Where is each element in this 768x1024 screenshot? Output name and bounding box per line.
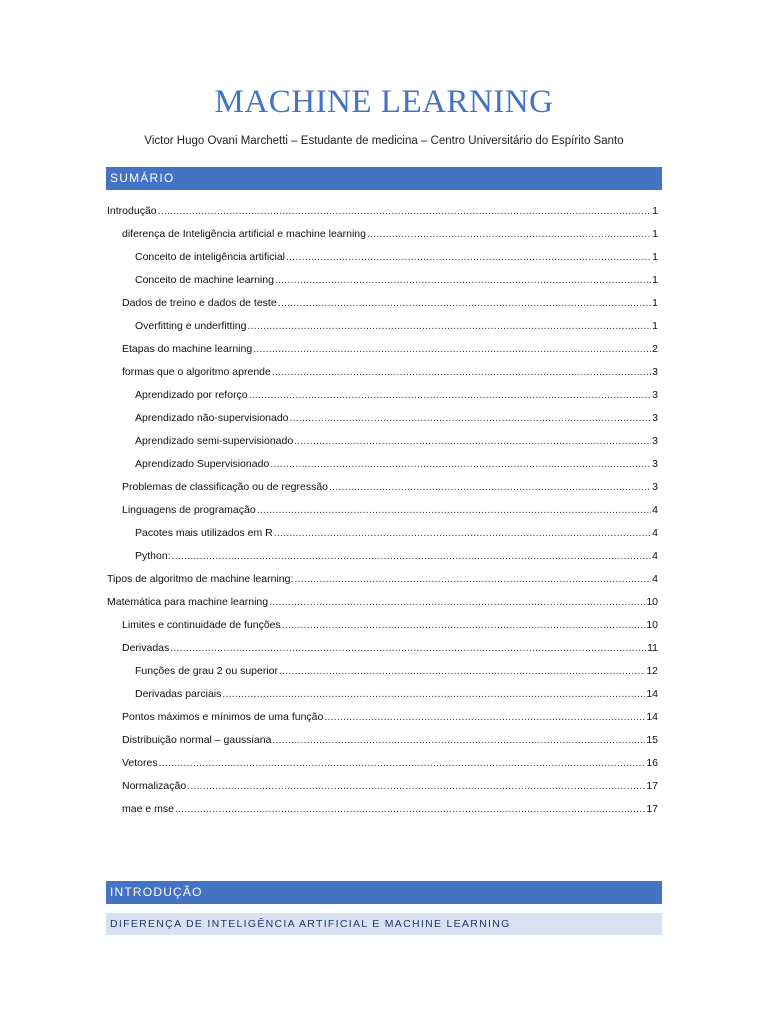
toc-entry-page-number: 11 [647, 642, 658, 654]
toc-entry-page-number: 4 [652, 573, 658, 585]
toc-entry[interactable] [107, 407, 658, 430]
toc-entry-page-number: 10 [646, 619, 658, 631]
toc-leader-dots [278, 292, 651, 315]
toc-entry-page-number: 10 [646, 596, 658, 608]
toc-leader-dots [290, 407, 652, 430]
toc-leader-dots [158, 200, 652, 223]
toc-entry[interactable] [107, 246, 658, 269]
toc-entry-page-number: 17 [646, 803, 658, 815]
toc-entry[interactable] [107, 315, 658, 338]
toc-entry-label: Aprendizado Supervisionado [135, 458, 270, 470]
toc-entry[interactable] [107, 545, 658, 568]
toc-entry-page-number: 16 [646, 757, 658, 769]
toc-leader-dots [272, 361, 651, 384]
toc-leader-dots [247, 315, 651, 338]
toc-entry-page-number: 3 [652, 481, 658, 493]
toc-entry-label: Aprendizado por reforço [135, 389, 248, 401]
toc-leader-dots [274, 522, 651, 545]
toc-leader-dots [269, 591, 645, 614]
toc-entry-label: Derivadas parciais [135, 688, 222, 700]
toc-entry-label: Tipos de algoritmo de machine learning: [107, 573, 294, 585]
toc-entry-page-number: 14 [646, 711, 658, 723]
toc-entry-page-number: 4 [652, 527, 658, 539]
toc-entry-label: Conceito de inteligência artificial [135, 251, 285, 263]
toc-entry[interactable] [107, 384, 658, 407]
toc-entry-label: Conceito de machine learning [135, 274, 274, 286]
toc-entry[interactable] [107, 568, 658, 591]
toc-entry-label: Normalização [122, 780, 187, 792]
toc-leader-dots [187, 775, 645, 798]
toc-entry[interactable] [107, 752, 658, 775]
toc-leader-dots [282, 614, 646, 637]
toc-leader-dots [175, 798, 645, 821]
toc-leader-dots [272, 729, 645, 752]
toc-entry-page-number: 14 [646, 688, 658, 700]
toc-entry[interactable] [107, 637, 658, 660]
toc-entry-label: Overfitting e underfitting [135, 320, 247, 332]
toc-entry-label: Distribuição normal – gaussiana [122, 734, 272, 746]
toc-entry[interactable] [107, 200, 658, 223]
toc-entry-label: Introdução [107, 205, 157, 217]
toc-entry[interactable] [107, 614, 658, 637]
toc-leader-dots [270, 453, 651, 476]
toc-leader-dots [329, 476, 651, 499]
toc-leader-dots [170, 637, 646, 660]
toc-entry[interactable] [107, 706, 658, 729]
toc-entry-label: Funções de grau 2 ou superior [135, 665, 279, 677]
toc-leader-dots [222, 683, 645, 706]
toc-entry-page-number: 1 [652, 274, 658, 286]
toc-entry[interactable] [107, 522, 658, 545]
toc-leader-dots [257, 499, 651, 522]
toc-entry-page-number: 4 [652, 504, 658, 516]
toc-entry-label: Aprendizado semi-supervisionado [135, 435, 294, 447]
section-heading-introducao: INTRODUÇÃO [106, 881, 662, 904]
toc-leader-dots [367, 223, 651, 246]
toc-entry[interactable] [107, 660, 658, 683]
author-line: Victor Hugo Ovani Marchetti – Estudante de medicina – Centro Universitário do Espírito Santo [144, 135, 624, 147]
toc-entry-page-number: 3 [652, 412, 658, 424]
toc-entry-page-number: 3 [652, 389, 658, 401]
toc-entry[interactable] [107, 729, 658, 752]
toc-leader-dots [249, 384, 652, 407]
toc-entry[interactable] [107, 798, 658, 821]
toc-entry-label: diferença de Inteligência artificial e machine learning [122, 228, 366, 240]
toc-entry-page-number: 1 [652, 251, 658, 263]
toc-entry-page-number: 3 [652, 435, 658, 447]
toc-entry[interactable] [107, 591, 658, 614]
toc-leader-dots [324, 706, 645, 729]
toc-entry-page-number: 17 [646, 780, 658, 792]
table-of-contents [107, 200, 658, 821]
toc-leader-dots [294, 430, 651, 453]
toc-entry[interactable] [107, 269, 658, 292]
toc-leader-dots [294, 568, 651, 591]
toc-entry-page-number: 15 [646, 734, 658, 746]
toc-entry-label: mae e mse [122, 803, 174, 815]
toc-leader-dots [275, 269, 651, 292]
toc-entry-label: formas que o algoritmo aprende [122, 366, 271, 378]
toc-entry-label: Aprendizado não-supervisionado [135, 412, 289, 424]
toc-entry-label: Python: [135, 550, 171, 562]
toc-leader-dots [279, 660, 645, 683]
toc-entry[interactable] [107, 338, 658, 361]
toc-entry[interactable] [107, 499, 658, 522]
toc-entry[interactable] [107, 223, 658, 246]
toc-entry-page-number: 1 [652, 205, 658, 217]
document-title: MACHINE LEARNING [214, 84, 554, 120]
toc-entry-label: Vetores [122, 757, 158, 769]
subsection-heading: DIFERENÇA DE INTELIGÊNCIA ARTIFICIAL E MACHINE LEARNING [106, 913, 662, 935]
toc-entry[interactable] [107, 453, 658, 476]
toc-leader-dots [159, 752, 646, 775]
toc-entry-label: Limites e continuidade de funções [122, 619, 281, 631]
toc-entry[interactable] [107, 683, 658, 706]
toc-heading-bar: SUMÁRIO [106, 167, 662, 190]
toc-entry-page-number: 1 [652, 320, 658, 332]
toc-leader-dots [253, 338, 651, 361]
toc-entry-label: Derivadas [122, 642, 170, 654]
toc-entry[interactable] [107, 476, 658, 499]
toc-entry-label: Pontos máximos e mínimos de uma função [122, 711, 324, 723]
toc-entry-page-number: 12 [646, 665, 658, 677]
toc-entry-label: Pacotes mais utilizados em R [135, 527, 273, 539]
toc-entry-label: Dados de treino e dados de teste [122, 297, 277, 309]
toc-entry-page-number: 3 [652, 366, 658, 378]
toc-entry[interactable] [107, 361, 658, 384]
toc-entry-page-number: 4 [652, 550, 658, 562]
toc-entry-label: Matemática para machine learning [107, 596, 269, 608]
toc-entry-label: Etapas do machine learning [122, 343, 253, 355]
toc-entry[interactable] [107, 775, 658, 798]
toc-leader-dots [286, 246, 651, 269]
toc-entry[interactable] [107, 430, 658, 453]
toc-leader-dots [172, 545, 652, 568]
toc-entry-page-number: 2 [652, 343, 658, 355]
toc-entry-page-number: 3 [652, 458, 658, 470]
toc-entry-label: Linguagens de programação [122, 504, 256, 516]
toc-entry-label: Problemas de classificação ou de regressão [122, 481, 329, 493]
toc-entry[interactable] [107, 292, 658, 315]
toc-entry-page-number: 1 [652, 228, 658, 240]
toc-entry-page-number: 1 [652, 297, 658, 309]
